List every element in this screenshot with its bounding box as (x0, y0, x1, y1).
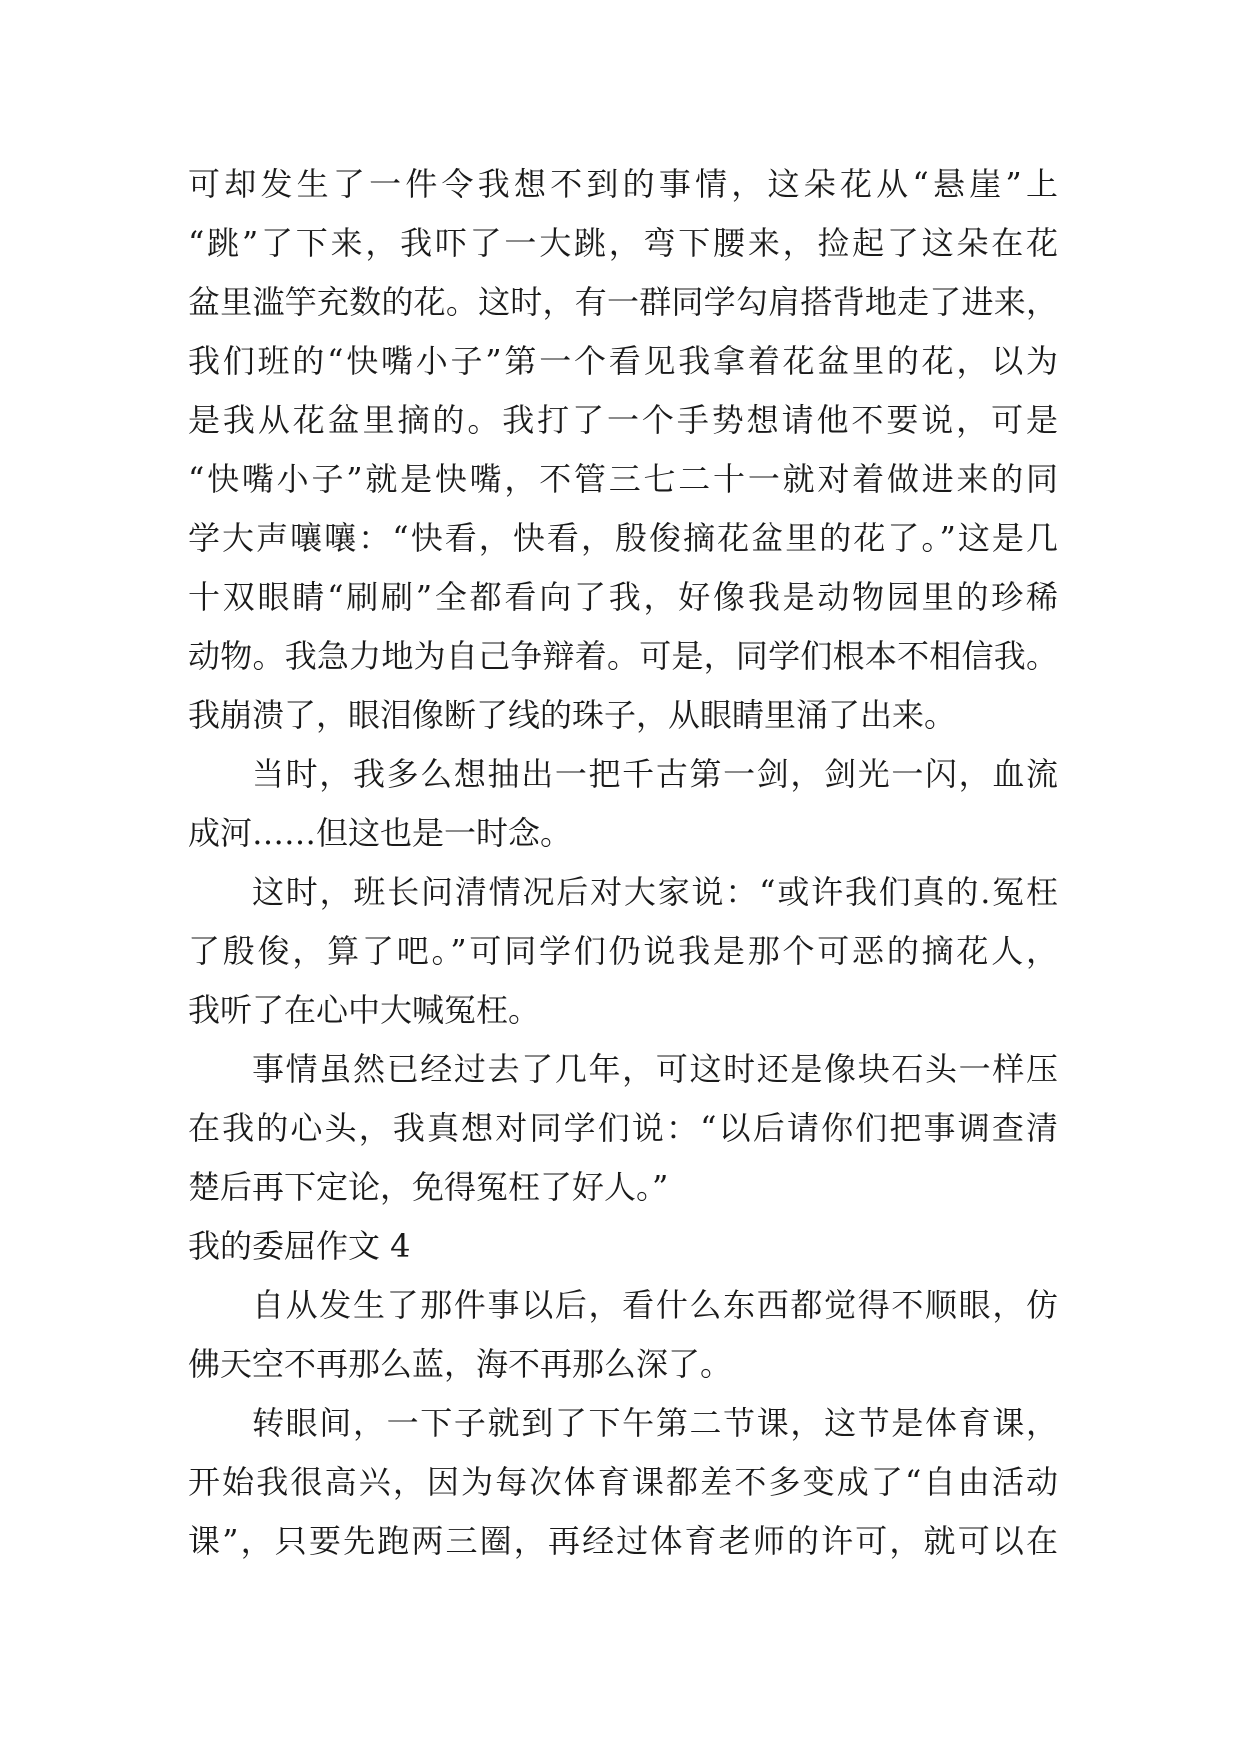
text-line: 开始我很高兴，因为每次体育课都差不多变成了“自由活动 (188, 1463, 1058, 1501)
text-line: 我崩溃了，眼泪像断了线的珠子，从眼睛里涌了出来。 (188, 696, 957, 734)
text-line: 在我的心头，我真想对同学们说：“以后请你们把事调查清 (188, 1109, 1058, 1147)
text-line: 我们班的“快嘴小子”第一个看见我拿着花盆里的花，以为 (188, 342, 1058, 380)
text-line: 当时，我多么想抽出一把千古第一剑，剑光一闪，血流 (252, 755, 1058, 793)
text-line: “跳”了下来，我吓了一大跳，弯下腰来，捡起了这朵在花 (188, 224, 1058, 262)
text-line: 这时，班长问清情况后对大家说：“或许我们真的.冤枉 (252, 873, 1058, 911)
text-line: 课”，只要先跑两三圈，再经过体育老师的许可，就可以在 (188, 1522, 1058, 1560)
text-line: 学大声嚷嚷：“快看，快看，殷俊摘花盆里的花了。”这是几 (188, 519, 1058, 557)
text-line: 转眼间，一下子就到了下午第二节课，这节是体育课， (252, 1404, 1058, 1442)
text-line: 事情虽然已经过去了几年，可这时还是像块石头一样压 (252, 1050, 1058, 1088)
text-line: 可却发生了一件令我想不到的事情，这朵花从“悬崖”上 (188, 165, 1058, 203)
text-line: 我听了在心中大喊冤枉。 (188, 991, 541, 1029)
document-body (188, 155, 1058, 1571)
text-line: 楚后再下定论，免得冤枉了好人。” (188, 1168, 669, 1206)
text-line: 盆里滥竽充数的花。这时，有一群同学勾肩搭背地走了进来， (188, 283, 1058, 321)
text-line: 佛天空不再那么蓝，海不再那么深了。 (188, 1345, 733, 1383)
text-line: 我的委屈作文 4 (188, 1227, 411, 1265)
text-line: 十双眼睛“刷刷”全都看向了我，好像我是动物园里的珍稀 (188, 578, 1058, 616)
text-line: 成河……但这也是一时念。 (188, 814, 573, 852)
text-line: 了殷俊，算了吧。”可同学们仍说我是那个可恶的摘花人， (188, 932, 1058, 970)
text-line: 是我从花盆里摘的。我打了一个手势想请他不要说，可是 (188, 401, 1058, 439)
text-line: “快嘴小子”就是快嘴，不管三七二十一就对着做进来的同 (188, 460, 1058, 498)
text-line: 动物。我急力地为自己争辩着。可是，同学们根本不相信我。 (188, 637, 1058, 675)
text-line: 自从发生了那件事以后，看什么东西都觉得不顺眼，仿 (252, 1286, 1058, 1324)
